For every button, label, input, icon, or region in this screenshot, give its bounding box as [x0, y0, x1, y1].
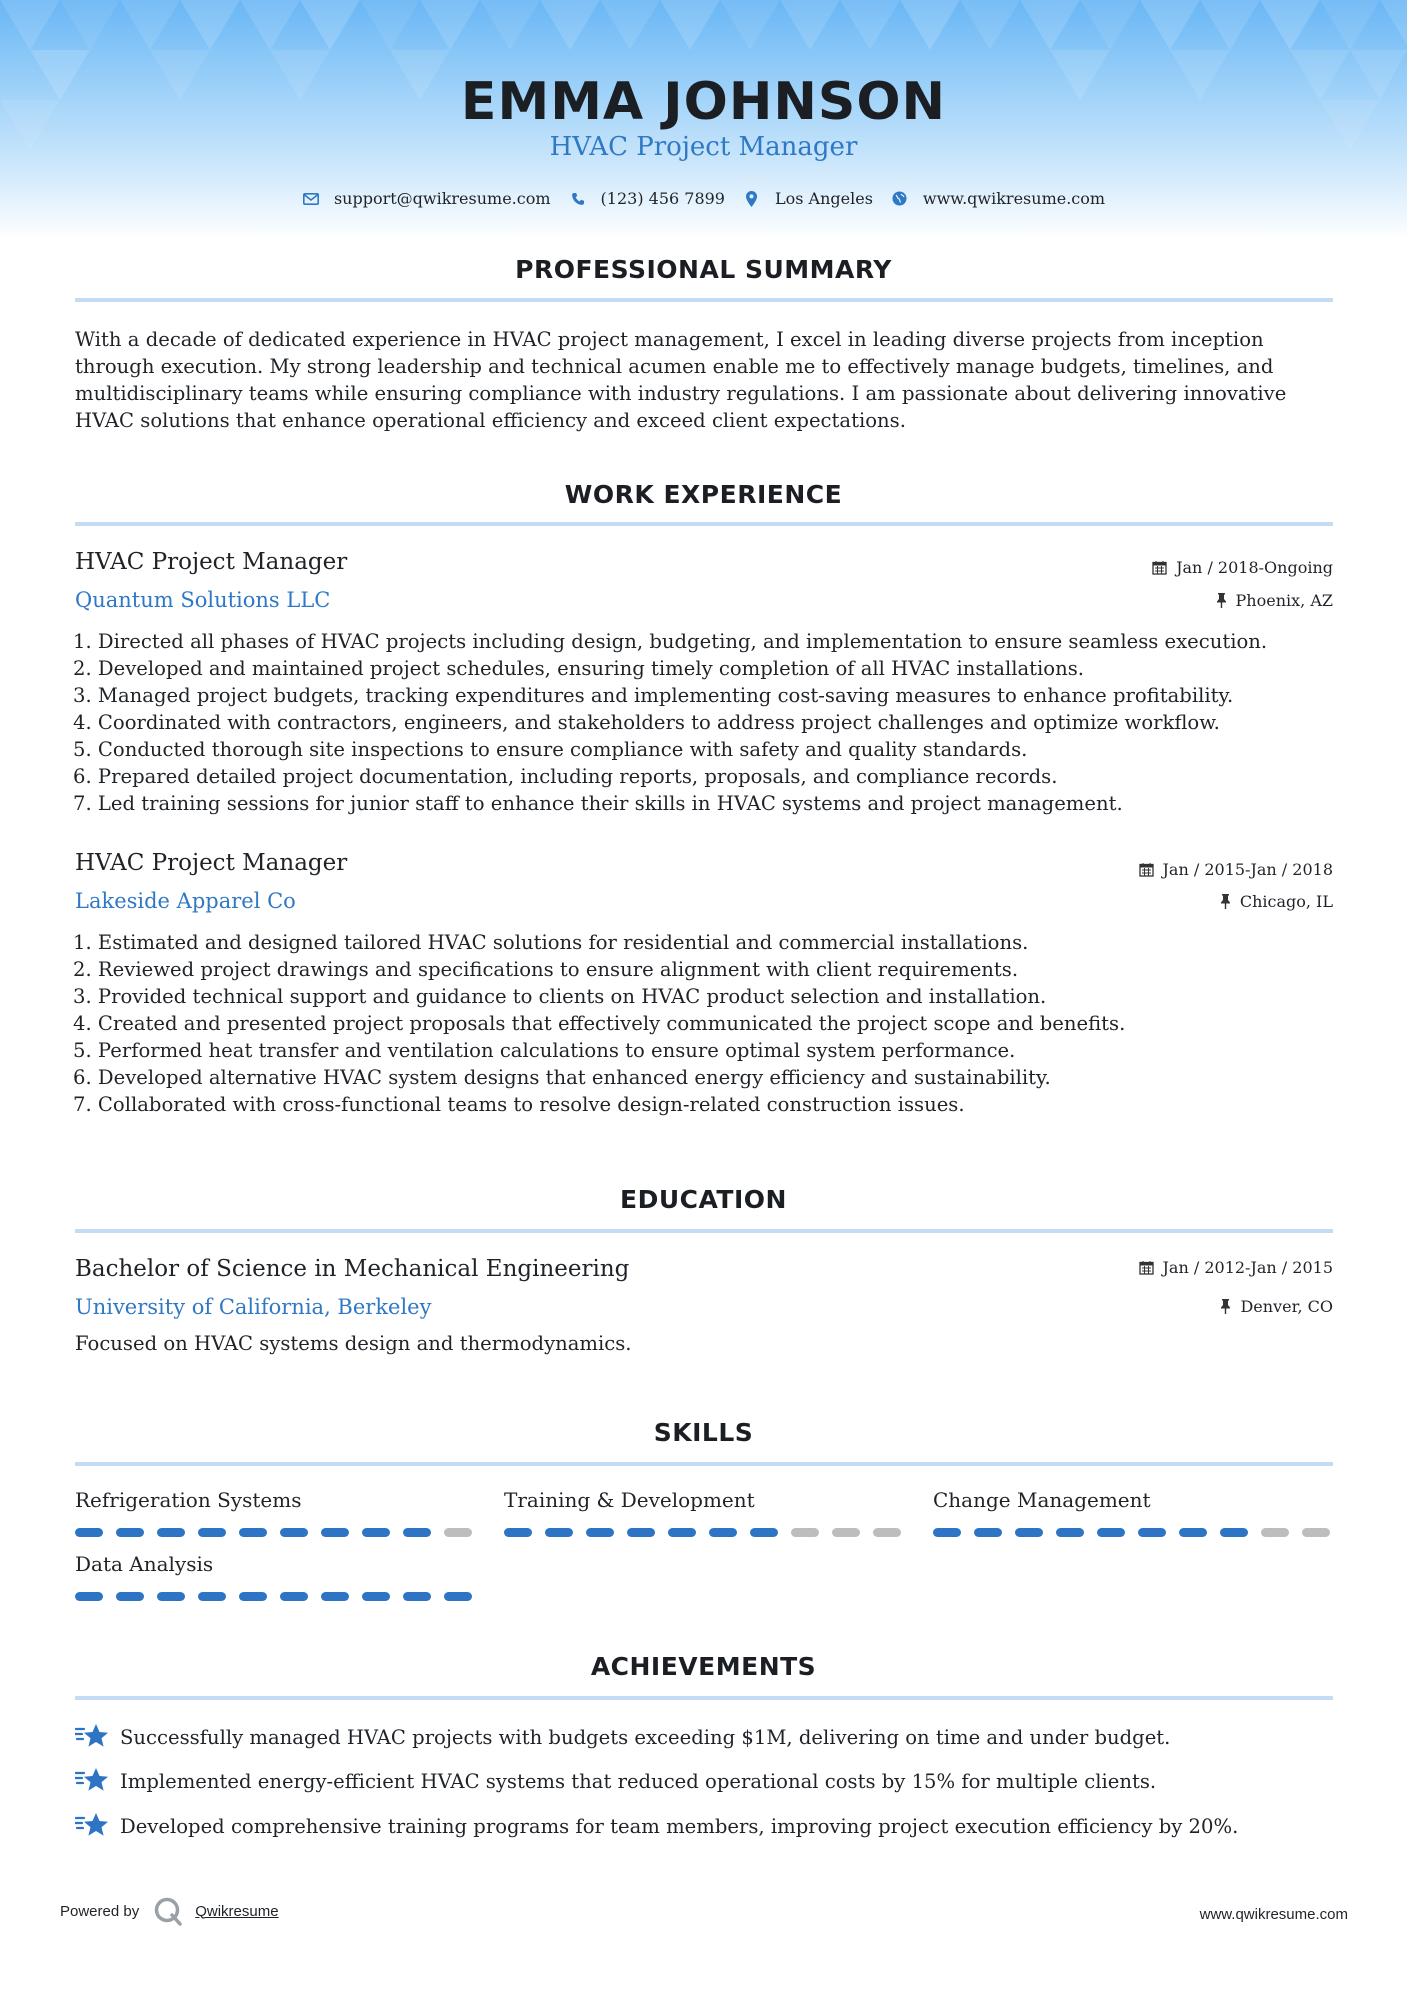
qwikresume-logo-icon — [153, 1896, 183, 1926]
education-location-text: Denver, CO — [1240, 1297, 1333, 1316]
star-icon — [75, 1722, 109, 1752]
skill-level-bar — [75, 1592, 477, 1601]
experience-divider — [75, 522, 1333, 526]
job-date-text: Jan / 2015-Jan / 2018 — [1162, 860, 1333, 879]
globe-icon — [891, 190, 909, 208]
skill-segment-filled — [403, 1528, 431, 1537]
list-item: 7. Collaborated with cross-functional teams to resolve design-related construction issues. — [73, 1093, 965, 1116]
education-date — [1139, 1258, 1333, 1277]
skill-segment-filled — [933, 1528, 961, 1537]
skills-divider — [75, 1462, 1333, 1466]
contact-location-text: Los Angeles — [774, 189, 873, 208]
job-location — [1220, 892, 1333, 911]
qwikresume-link[interactable]: Qwikresume — [195, 1902, 279, 1920]
skill-segment-filled — [1179, 1528, 1207, 1537]
skill-segment-filled — [116, 1528, 144, 1537]
skill-segment-filled — [239, 1592, 267, 1601]
contact-bar — [0, 189, 1407, 208]
skill-level-bar — [933, 1528, 1335, 1537]
job-location — [1216, 591, 1333, 610]
list-item: 4. Created and presented project proposals that effectively communicated the project scope and benefits. — [73, 1012, 1126, 1035]
achievements-heading: ACHIEVEMENTS — [590, 1652, 817, 1681]
skill-segment-empty — [444, 1528, 472, 1537]
candidate-role: HVAC Project Manager — [549, 132, 858, 162]
skill-segment-filled — [974, 1528, 1002, 1537]
star-icon — [75, 1811, 109, 1841]
summary-heading: PROFESSIONAL SUMMARY — [515, 255, 892, 284]
achievement-text: Developed comprehensive training programs for team members, improving project execution efficiency by 20%. — [120, 1814, 1239, 1838]
list-item: 3. Provided technical support and guidance to clients on HVAC product selection and installation. — [73, 985, 1047, 1008]
skill-segment-filled — [709, 1528, 737, 1537]
list-item: 4. Coordinated with contractors, engineers, and stakeholders to address project challenges and optimize workflow. — [73, 711, 1220, 734]
skill-segment-filled — [586, 1528, 614, 1537]
achievement-item — [75, 1766, 1156, 1796]
experience-heading: WORK EXPERIENCE — [564, 480, 843, 509]
skill-segment-filled — [75, 1528, 103, 1537]
map-marker-icon — [743, 190, 761, 208]
skill-segment-filled — [444, 1592, 472, 1601]
skill-segment-filled — [627, 1528, 655, 1537]
job-location-text: Phoenix, AZ — [1235, 591, 1333, 610]
skill-segment-filled — [239, 1528, 267, 1537]
skill-segment-filled — [157, 1592, 185, 1601]
skill-segment-filled — [750, 1528, 778, 1537]
job-date — [1139, 860, 1333, 879]
skill-level-bar — [75, 1528, 477, 1537]
skill-segment-filled — [1015, 1528, 1043, 1537]
skill-name: Training & Development — [504, 1488, 755, 1512]
achievements-divider — [75, 1696, 1333, 1700]
job-bullets — [73, 929, 1343, 1118]
job-date-text: Jan / 2018-Ongoing — [1176, 558, 1333, 577]
education-description: Focused on HVAC systems design and thermodynamics. — [75, 1332, 632, 1355]
skill-segment-filled — [362, 1592, 390, 1601]
achievement-text: Implemented energy-efficient HVAC systems that reduced operational costs by 15% for multiple clients. — [120, 1769, 1157, 1793]
skill-segment-filled — [75, 1592, 103, 1601]
powered-by-label: Powered by — [60, 1902, 140, 1920]
school-name: University of California, Berkeley — [75, 1295, 432, 1319]
contact-website-text: www.qwikresume.com — [922, 189, 1106, 208]
contact-location — [743, 189, 873, 208]
job-title: HVAC Project Manager — [75, 850, 348, 876]
pin-icon — [1216, 593, 1227, 608]
skill-name: Data Analysis — [75, 1552, 214, 1576]
summary-divider — [75, 298, 1333, 302]
footer-powered-by — [60, 1896, 279, 1926]
skill-segment-filled — [157, 1528, 185, 1537]
skill-segment-filled — [198, 1528, 226, 1537]
skill-segment-filled — [504, 1528, 532, 1537]
skill-segment-filled — [280, 1592, 308, 1601]
skill-segment-filled — [362, 1528, 390, 1537]
skill-level-bar — [504, 1528, 906, 1537]
skill-name: Change Management — [933, 1488, 1151, 1512]
skill-segment-empty — [1261, 1528, 1289, 1537]
job-date — [1152, 558, 1333, 577]
skill-segment-filled — [321, 1592, 349, 1601]
calendar-icon — [1139, 862, 1154, 877]
skill-segment-empty — [832, 1528, 860, 1537]
calendar-icon — [1139, 1260, 1154, 1275]
education-date-text: Jan / 2012-Jan / 2015 — [1162, 1258, 1333, 1277]
phone-icon — [569, 190, 587, 208]
skill-segment-empty — [791, 1528, 819, 1537]
list-item: 1. Directed all phases of HVAC projects including design, budgeting, and implementation to ensure seamless execution. — [73, 630, 1268, 653]
skill-segment-filled — [321, 1528, 349, 1537]
contact-phone-text: (123) 456 7899 — [600, 189, 725, 208]
footer-website[interactable]: www.qwikresume.com — [1199, 1906, 1348, 1923]
education-heading: EDUCATION — [620, 1185, 787, 1214]
list-item: 5. Performed heat transfer and ventilation calculations to ensure optimal system performance. — [73, 1039, 1016, 1062]
skill-name: Refrigeration Systems — [75, 1488, 302, 1512]
job-company: Lakeside Apparel Co — [75, 889, 296, 913]
header-banner — [0, 0, 1407, 240]
job-bullets — [73, 628, 1343, 817]
contact-phone[interactable] — [569, 189, 725, 208]
summary-text: With a decade of dedicated experience in HVAC project management, I excel in leading diverse projects from inception through execution. My strong leadership and technical acumen enable me to effectively manage budgets, timelines, and multidisciplinary teams while ensuring compliance with industry regulations. I am passionate about delivering innovative HVAC solutions that enhance operational efficiency and exceed client expectations. — [75, 328, 1287, 432]
skill-segment-filled — [280, 1528, 308, 1537]
star-icon — [75, 1766, 109, 1796]
skill-segment-filled — [1138, 1528, 1166, 1537]
contact-email[interactable] — [302, 189, 551, 208]
list-item: 2. Reviewed project drawings and specifications to ensure alignment with client requirements. — [73, 958, 1019, 981]
list-item: 1. Estimated and designed tailored HVAC solutions for residential and commercial installations. — [73, 931, 1029, 954]
skill-segment-filled — [116, 1592, 144, 1601]
education-location — [1220, 1297, 1333, 1316]
education-divider — [75, 1229, 1333, 1233]
skill-segment-filled — [403, 1592, 431, 1601]
contact-website[interactable] — [891, 189, 1105, 208]
skill-segment-empty — [1302, 1528, 1330, 1537]
job-company: Quantum Solutions LLC — [75, 588, 331, 612]
skill-segment-empty — [873, 1528, 901, 1537]
list-item: 6. Prepared detailed project documentation, including reports, proposals, and compliance records. — [73, 765, 1058, 788]
skill-segment-filled — [668, 1528, 696, 1537]
job-title: HVAC Project Manager — [75, 549, 348, 575]
list-item: 3. Managed project budgets, tracking expenditures and implementing cost-saving measures to enhance profitability. — [73, 684, 1234, 707]
pin-icon — [1220, 894, 1231, 909]
list-item: 5. Conducted thorough site inspections to ensure compliance with safety and quality standards. — [73, 738, 1028, 761]
skill-item — [504, 1488, 906, 1537]
skill-segment-filled — [1097, 1528, 1125, 1537]
envelope-icon — [302, 190, 320, 208]
contact-email-text: support@qwikresume.com — [333, 189, 551, 208]
list-item: 7. Led training sessions for junior staff to enhance their skills in HVAC systems and project management. — [73, 792, 1123, 815]
job-location-text: Chicago, IL — [1239, 892, 1333, 911]
skill-segment-filled — [1056, 1528, 1084, 1537]
skill-segment-filled — [198, 1592, 226, 1601]
list-item: 6. Developed alternative HVAC system designs that enhanced energy efficiency and sustainability. — [73, 1066, 1051, 1089]
skill-item — [75, 1488, 477, 1537]
achievement-text: Successfully managed HVAC projects with budgets exceeding $1M, delivering on time and under budget. — [120, 1725, 1171, 1749]
skill-segment-filled — [545, 1528, 573, 1537]
calendar-icon — [1152, 560, 1167, 575]
skills-heading: SKILLS — [653, 1418, 754, 1447]
skill-item — [75, 1552, 477, 1601]
list-item: 2. Developed and maintained project schedules, ensuring timely completion of all HVAC installations. — [73, 657, 1085, 680]
skill-segment-filled — [1220, 1528, 1248, 1537]
candidate-name: EMMA JOHNSON — [460, 72, 947, 132]
pin-icon — [1220, 1299, 1231, 1314]
degree-title: Bachelor of Science in Mechanical Engineering — [75, 1256, 630, 1282]
achievement-item — [75, 1722, 1170, 1752]
achievement-item — [75, 1811, 1238, 1841]
skill-item — [933, 1488, 1335, 1537]
